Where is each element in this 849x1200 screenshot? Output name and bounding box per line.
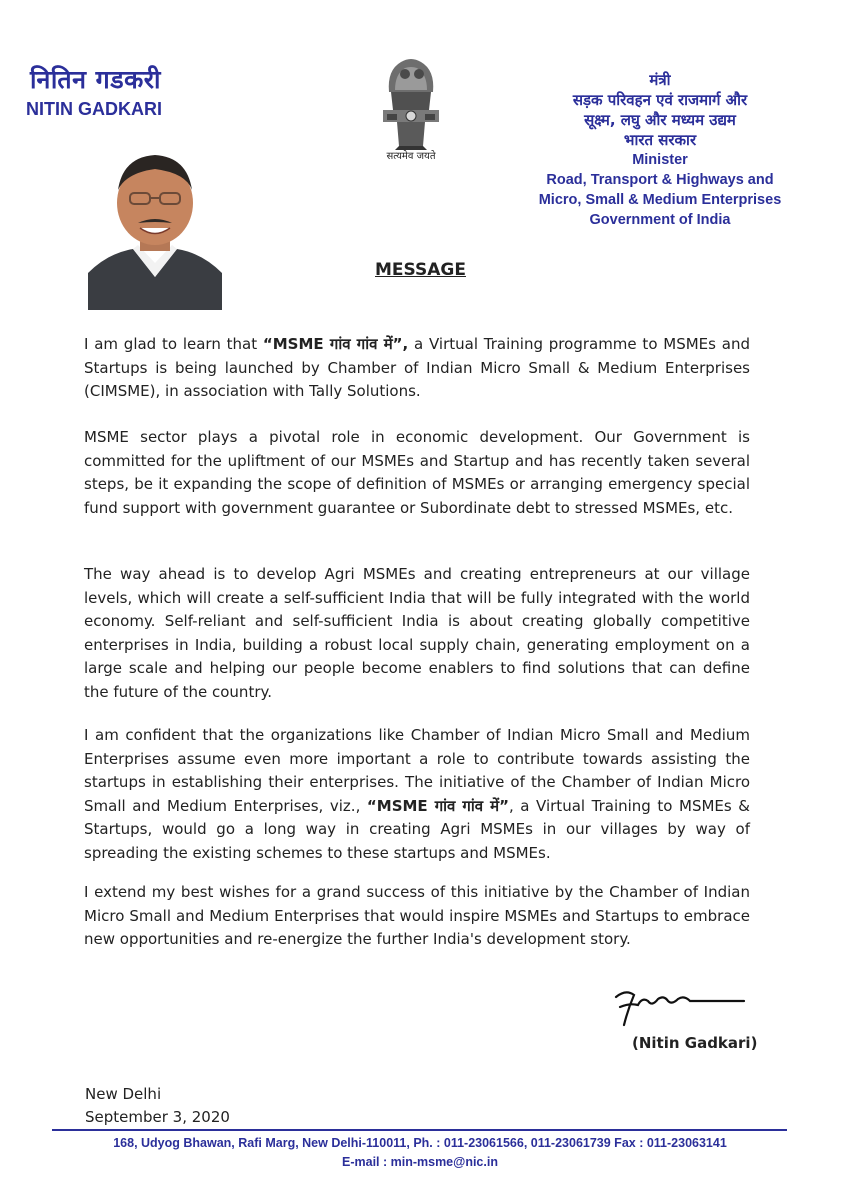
designation-hindi-1: मंत्री xyxy=(649,71,671,89)
paragraph-2: MSME sector plays a pivotal role in economic development. Our Government is committed for the upliftment of our MSMEs and Startup and has recently taken several steps, be it expanding the scope of definition of MSMEs or arranging emergency special fund support with government guarantee or Subordinate debt to stressed MSMEs, etc. xyxy=(84,428,750,517)
programme-name: “MSME गांव गांव में” xyxy=(366,796,509,815)
signatory-name: (Nitin Gadkari) xyxy=(632,1034,758,1052)
place: New Delhi xyxy=(85,1085,162,1103)
paragraph-4 xyxy=(84,724,750,866)
paragraph-1-end: a Virtual Training programme to MSMEs and Startups is being launched by Chamber of Indian Micro Small & Medium Enterprises (CIMSME), in association with Tally Solutions. xyxy=(84,335,750,401)
name-hindi: नितिन गडकरी xyxy=(30,65,162,94)
portrait-photo xyxy=(88,145,222,310)
date: September 3, 2020 xyxy=(85,1108,230,1126)
designation-hindi-2: सड़क परिवहन एवं राजमार्ग और xyxy=(572,91,748,109)
designation-hindi-3: सूक्ष्म, लघु और मध्यम उद्यम xyxy=(584,111,736,129)
paragraph-1-start: I am glad to learn that xyxy=(84,335,263,353)
footer-address: 168, Udyog Bhawan, Rafi Marg, New Delhi-110011, Ph. : 011-23061566, 011-23061739 Fax : 011-23063141 xyxy=(113,1136,727,1150)
national-emblem-icon xyxy=(375,52,447,152)
footer-divider xyxy=(52,1129,787,1131)
signature-image xyxy=(612,985,752,1030)
paragraph-3: The way ahead is to develop Agri MSMEs and creating entrepreneurs at our village levels, which will create a self-sufficient India that will be fully integrated with the world economy. Self-reliant and self-sufficient India is about creating globally competitive enterprises in India, building a robust local supply chain, generating employment on a large scale and helping our people become enablers to find solutions that can define the future of the country. xyxy=(84,565,750,701)
designation-english-3: Micro, Small & Medium Enterprises xyxy=(538,192,782,208)
emblem-motto: सत्यमेव जयते xyxy=(386,151,436,162)
designation-hindi-4: भारत सरकार xyxy=(623,131,697,149)
designation-block xyxy=(520,70,800,230)
paragraph-5: I extend my best wishes for a grand success of this initiative by the Chamber of Indian Micro Small and Medium Enterprises that would inspire MSMEs and Startups to embrace new opportunities and re-energize the further India's development story. xyxy=(84,883,750,949)
footer-email: E-mail : min-msme@nic.in xyxy=(342,1155,498,1169)
name-english: NITIN GADKARI xyxy=(26,99,162,119)
page-title: MESSAGE xyxy=(375,260,466,280)
paragraph-4-end: , a Virtual Training to MSMEs & Startups, would go a long way in creating Agri MSMEs in our villages by way of spreading the existing schemes to these startups and MSMEs. xyxy=(84,796,750,862)
programme-name: “MSME गांव गांव में”, xyxy=(262,335,409,353)
designation-english-1: Minister xyxy=(632,152,688,168)
designation-english-2: Road, Transport & Highways and xyxy=(546,172,774,188)
designation-english-4: Government of India xyxy=(589,212,731,228)
paragraph-4-start: I am confident that the organizations like Chamber of Indian Micro Small and Medium Enterprises assume even more important a role to contribute towards assisting the startups in establishing their enterprises. The initiative of the Chamber of Indian Micro Small and Medium Enterprises, viz., xyxy=(84,726,750,815)
paragraph-1 xyxy=(84,333,750,404)
